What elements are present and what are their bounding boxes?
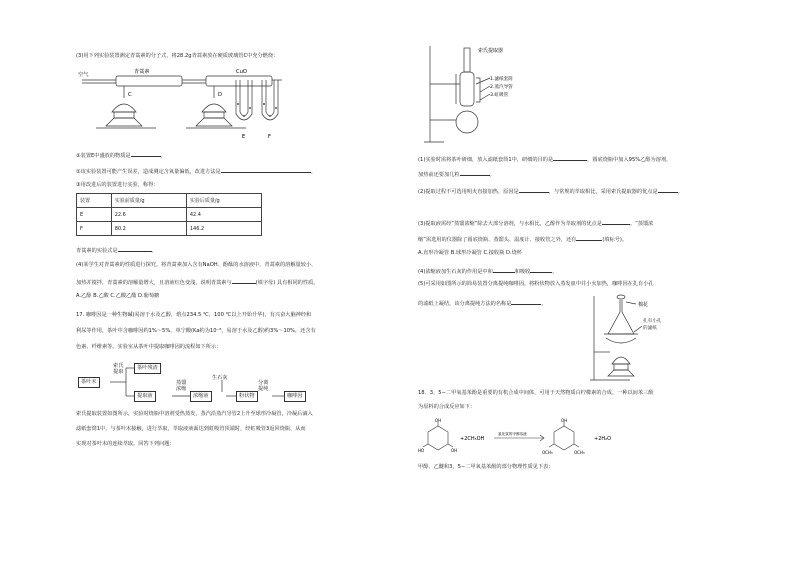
label-reagent: +2CH₃OH (460, 436, 485, 442)
flow-soxhlet: 索氏 提取 (113, 363, 124, 375)
flow-residue: 茶叶残渣 (134, 363, 161, 374)
q3-1: ①装置E中盛放的物质是 。 (76, 150, 166, 160)
flow-caffeine: 咖啡因 (284, 391, 306, 402)
q4-b: 加热并搅拌，青蒿素的溶解量增大，且溶液红色变浅，说明青蒿素与 (填字母) 具有相同的性质。 (76, 277, 318, 287)
flow-powder: 粉状物 (236, 391, 258, 402)
flow-tea: 茶叶末 (78, 377, 100, 388)
q18-a: 18．3，5−二甲氧基苯酚是重要的有机合成中间体，可用于天然物质白柠檬素的合成。一种以间苯三酚 (418, 390, 654, 396)
q18-c: 甲醇、乙醚和3，5−二甲氧基苯酚的部分物理性质见下表： (418, 464, 554, 470)
flow-lime: 生石灰 (212, 375, 228, 381)
label-qinghao: 青蒿素 (134, 69, 150, 75)
flow-extract: 提取液 (134, 391, 156, 402)
soxhlet-apparatus (420, 44, 520, 146)
label-part-3: 3.虹吸管 (490, 93, 509, 98)
q18-b: 为原料的合成反应如下： (418, 404, 476, 410)
label-condenser: 索氏提取器 (478, 48, 504, 54)
r-q5-a: (5)可采用如图所示的简易装置分离提纯咖啡因。将粉状物放入蒸发皿中并小火加热，咖啡因在扎有小孔 (418, 281, 654, 287)
table-header: 实验后质量/g (186, 194, 261, 208)
label-part-2: 2.蒸汽导管 (490, 85, 513, 90)
label-water: +2H₂O (594, 436, 612, 442)
label-c: C (128, 92, 132, 98)
table-cell: 80.2 (111, 222, 186, 236)
table-cell: 42.4 (186, 208, 261, 222)
p3: 实现对茶叶末的连续萃取。回答下列问题： (76, 441, 175, 447)
flow-op2: 分离 提纯 (258, 380, 269, 392)
q17-b: 利尿等作用，茶叶中含咖啡因约1%～5%、单宁酸(Ka约为10⁻⁶，易溶于水及乙醇)约3%～10%，还含有 (76, 328, 316, 334)
label-och3-2: OCH₃ (574, 450, 585, 455)
q17-c: 色素、纤维素等。实验室从茶叶中提取咖啡因的流程如下所示： (76, 344, 222, 350)
q17-a: 17. 咖啡因是一种生物碱(易溶于水及乙醇，熔点234.5 ℃，100 ℃以上开始升华)，有兴奋大脑神经和 (76, 312, 312, 318)
label-f: F (268, 134, 271, 140)
label-cotton: 棉花 (638, 302, 649, 308)
table-cell: 22.6 (111, 208, 186, 222)
r-q3-options: A.直形冷凝管 B.球形冷凝管 C.接收瓶 D.烧杯 (418, 250, 522, 256)
r-q5-b: 的滤纸上凝结，该分离提纯方法的名称是 。 (418, 298, 547, 308)
q4-options: A.乙醇 B.乙酸 C.乙酸乙酯 D.葡萄糖 (76, 293, 160, 299)
label-och3-1: OCH₃ (542, 450, 553, 455)
label-cuo: CuO (236, 69, 247, 75)
r-q2: (2)提取过程不可选用明火直接加热，原因是 ，与常规的萃取相比，采用索氏提取器的优点是 。 (418, 186, 683, 196)
r-q3-a: (3)提取液需经“蒸馏浓缩”除去大部分溶剂，与水相比，乙醇作为萃取剂的优点是 。“蒸馏浓 (418, 218, 653, 228)
label-part-1: 1.滤纸套筒 (490, 77, 513, 82)
mass-table (76, 193, 262, 236)
table-cell: E (77, 208, 112, 222)
table-row (77, 208, 262, 222)
label-oh-2: OH (451, 448, 458, 453)
table-header-row (77, 194, 262, 208)
label-d: D (218, 92, 222, 98)
table-cell: 146.2 (186, 222, 261, 236)
label-condition: 氯化氢的甲醇溶液 (498, 432, 527, 436)
label-oh-3: OH (561, 418, 568, 423)
label-paper: 扎有小孔 的滤纸 (643, 319, 662, 331)
combustion-apparatus (76, 66, 316, 144)
table-row (77, 222, 262, 236)
r-q4: (4)浓缩液加生石灰的作用是中和 和吸收 。 (418, 266, 558, 276)
flow-conc: 浓缩液 (190, 391, 212, 402)
q3-2: ②该实验装置可能产生误差，造成测定含氧量偏低，改进方法是 。 (76, 166, 316, 176)
table-cell: F (77, 222, 112, 236)
q4-a: (4)某学生对青蒿素的性质进行探究。将青蒿素加入含有NaOH、酚酞的水溶液中，青蒿素的溶解量较小， (76, 262, 317, 268)
r-q1-c: 加热前还要加几粒 。 (418, 169, 495, 179)
sublimation-apparatus (590, 294, 680, 384)
r-q3-c: 缩”需选用的仪器除了圆底烧瓶、蒸馏头、温度计、接收管之外，还有 (填标号)。 (418, 234, 627, 244)
flow-op1: 蒸馏 浓缩 (176, 380, 187, 392)
label-oh: OH (435, 418, 442, 423)
r-q1-a: (1)实验时需将茶叶研细，放入滤纸套筒1中，研细的目的是 ，圆底烧瓶中加入95%乙醇为溶剂， (418, 154, 671, 164)
label-air: 空气 (78, 72, 89, 78)
p1: 索氏提取装置如图所示，实验时烧瓶中溶剂受热蒸发，蒸汽沿蒸汽导管2上升至球形冷凝管，冷凝后滴入 (76, 411, 313, 417)
label-e: E (242, 134, 246, 140)
q3-3: ③用改进后的装置进行实验，称得： (76, 182, 159, 188)
reaction-scheme (418, 420, 628, 458)
table-header: 实验前质量/g (111, 194, 186, 208)
formula-line: 青蒿素的实验式是 。 (76, 245, 157, 255)
table-header: 装置 (77, 194, 112, 208)
q3-intro: (3)用下列实验装置测定青蒿素的分子式，将28.2g青蒿素放在硬质玻璃管C中充分燃烧： (76, 53, 279, 59)
p2: 滤纸套筒1中，与茶叶末接触，进行萃取，萃取液液面达到虹吸管顶端时，经虹吸管3返回烧瓶，从而 (76, 426, 306, 432)
label-ho: HO (418, 448, 425, 453)
